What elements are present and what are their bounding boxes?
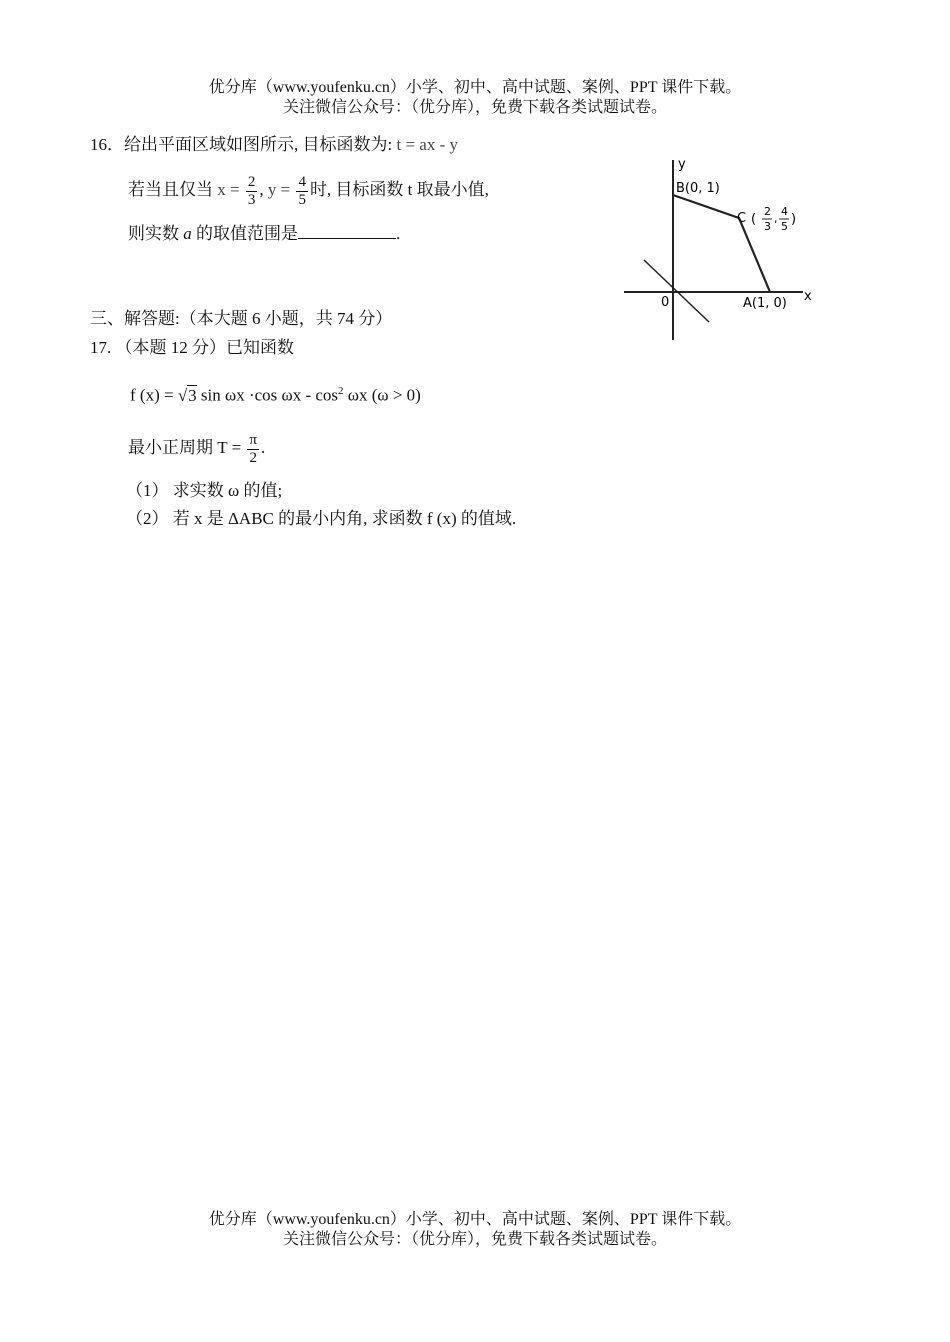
point-c-x-num: 2: [764, 205, 771, 218]
q17-period-fraction: [247, 432, 259, 467]
q17-part1-label: （1）: [126, 481, 169, 500]
q17-period-prefix: 最小正周期: [128, 438, 213, 457]
q17-part1: [126, 480, 282, 502]
point-c-y-num: 4: [781, 205, 788, 218]
q16-x-fraction: [246, 174, 258, 209]
point-c-comma: ,: [774, 212, 778, 225]
q17-f-rest1: sin ωx ·cos ωx - cos: [200, 385, 339, 405]
q17-function-line: [130, 380, 421, 407]
q17-part2-label: （2）: [126, 509, 169, 528]
q17-part1-text: 求实数 ω 的值;: [172, 481, 283, 500]
footer-line-1: 优分库（www.youfenku.cn）小学、初中、高中试题、案例、PPT 课件下载。: [208, 1211, 742, 1228]
y-axis-label: y: [678, 157, 686, 172]
point-a-label: A(1, 0): [743, 296, 787, 311]
feasible-region-graph: [620, 152, 820, 342]
answer-blank[interactable]: [298, 222, 396, 239]
q17-number: 17.: [90, 338, 112, 357]
q17-part2-f: f (x): [426, 509, 457, 528]
point-c-x-den: 3: [764, 220, 771, 233]
section-3-title: 三、解答题:（本大题 6 小题，共 74 分）: [90, 309, 393, 328]
q16-condition-line: [128, 170, 489, 210]
q16-ask-prefix: 则实数: [128, 224, 179, 243]
q16-y-num: 4: [298, 173, 306, 190]
q16-ask-suffix: 的取值范围是: [196, 224, 298, 243]
q16-cond-suffix: 时, 目标函数 t 取最小值,: [309, 180, 489, 199]
q17-part2-end: 的值域.: [460, 509, 517, 528]
q16-ask-var: a: [183, 224, 192, 243]
q16-y-den: 5: [298, 191, 306, 208]
q17-period-T: T =: [217, 438, 242, 457]
q17-f-rest2: ωx (ω > 0): [347, 385, 421, 405]
q16-x-num: 2: [247, 173, 256, 190]
q16-comma: ,: [259, 180, 264, 199]
header-line-2: 关注微信公众号：（优分库），免费下载各类试题试卷。: [282, 99, 667, 116]
point-c-close-paren: ): [791, 212, 797, 227]
q17-part2-post: 的最小内角, 求函数: [278, 509, 423, 528]
q16-ask-line: [128, 222, 400, 245]
point-c-y-den: 5: [781, 220, 788, 233]
q17-period-end: .: [261, 438, 266, 457]
q16-x-eq: x =: [217, 180, 240, 199]
q16-ask-end: .: [396, 224, 401, 243]
point-c-label: C: [737, 211, 747, 226]
q17-f-sup: 2: [338, 385, 344, 397]
q16-formula: t = ax - y: [396, 135, 459, 154]
q16-stem: 给出平面区域如图所示, 目标函数为:: [124, 135, 393, 154]
footer-line-2: 关注微信公众号：（优分库），免费下载各类试题试卷。: [282, 1231, 667, 1248]
q17-period-line: [128, 428, 265, 468]
q16-number: 16．: [90, 135, 124, 154]
q17-part2-tri: ΔABC: [228, 509, 274, 528]
point-b-label: B(0, 1): [676, 181, 720, 196]
q17-period-num: π: [249, 431, 257, 448]
x-axis-label: x: [804, 289, 812, 304]
q17-period-den: 2: [249, 449, 257, 466]
q16-y-eq: y =: [267, 180, 291, 199]
q16-y-fraction: [296, 174, 308, 209]
q16-cond-prefix: 若当且仅当: [128, 180, 213, 199]
q17-stem: （本题 12 分）已知函数: [115, 338, 294, 357]
q16-stem-line: [90, 134, 458, 156]
region-boundary: [673, 195, 770, 292]
q16-x-den: 3: [247, 191, 256, 208]
origin-label: 0: [661, 295, 670, 310]
header-line-1: 优分库（www.youfenku.cn）小学、初中、高中试题、案例、PPT 课件下载。: [208, 79, 742, 96]
q17-part2: [126, 508, 516, 530]
q17-part2-pre: 若 x 是: [172, 509, 224, 528]
q17-stem-line: [90, 337, 294, 359]
sqrt-arg: 3: [188, 385, 197, 405]
q17-f-lhs: f (x) =: [130, 385, 174, 405]
point-c-open-paren: (: [751, 212, 757, 227]
sqrt-symbol: √3: [177, 385, 197, 405]
